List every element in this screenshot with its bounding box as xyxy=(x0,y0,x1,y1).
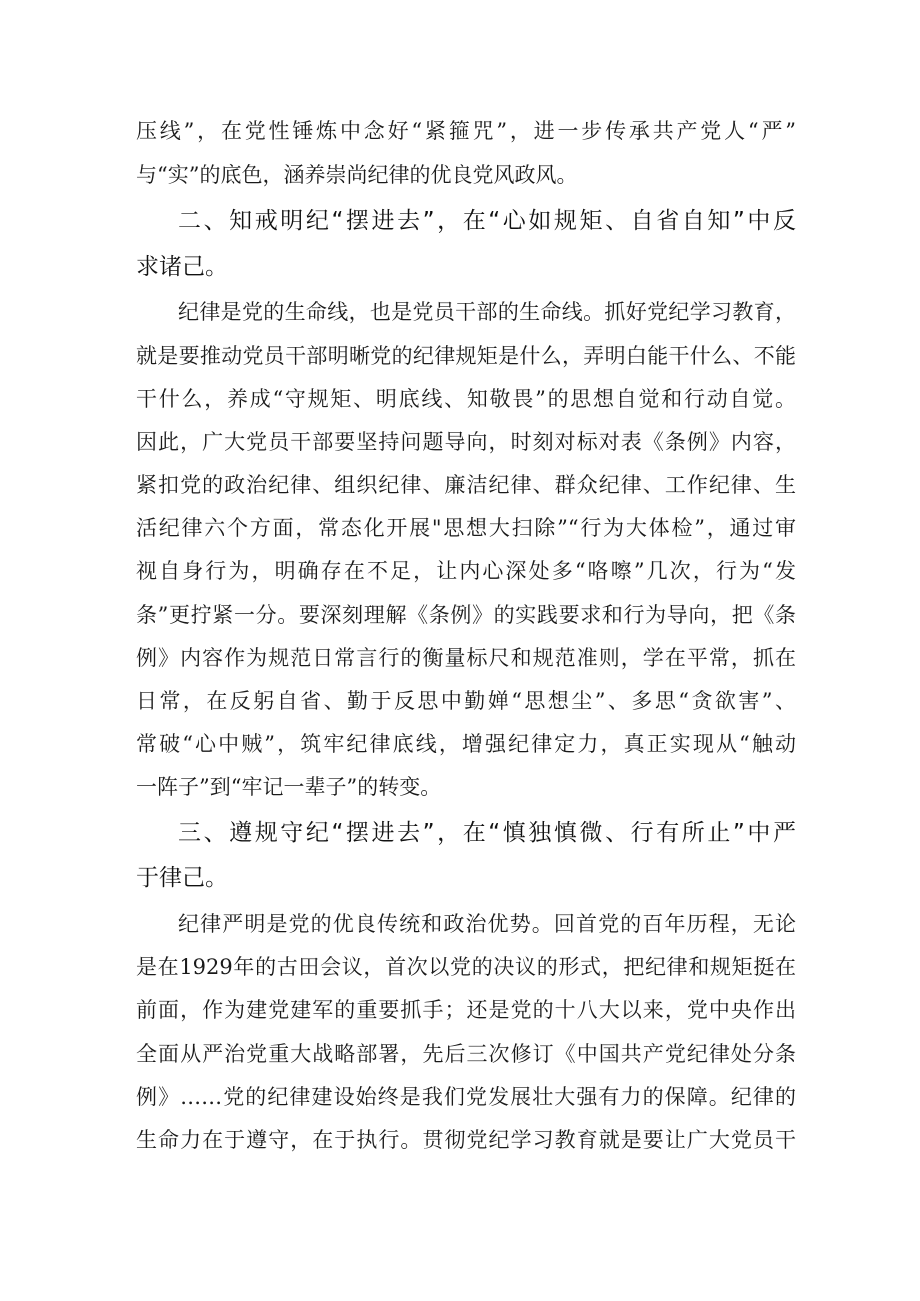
section3-para-line-6: 生命力在于遵守，在于执行。贯彻党纪学习教育就是要让广大党员干 xyxy=(136,1128,796,1152)
section3-para-line-5: 例》……党的纪律建设始终是我们党发展壮大强有力的保障。纪律的 xyxy=(136,1085,796,1109)
section2-heading-line-1: 二、知戒明纪“摆进去”，在“心如规矩、自省自知”中反 xyxy=(178,208,796,234)
section3-heading-line-2: 于律己。 xyxy=(136,865,228,891)
section2-para-line-9: 例》内容作为规范日常言行的衡量标尺和规范准则，学在平常，抓在 xyxy=(136,646,796,670)
section2-para-line-7: 视自身行为，明确存在不足，让内心深处多“咯嚓”几次，行为“发 xyxy=(136,559,796,583)
section2-para-line-2: 就是要推动党员干部明晰党的纪律规矩是什么，弄明白能干什么、不能 xyxy=(136,344,796,368)
section2-para-line-5: 紧扣党的政治纪律、组织纪律、廉洁纪律、群众纪律、工作纪律、生 xyxy=(136,473,796,497)
section2-heading-line-2: 求诸己。 xyxy=(136,254,228,280)
section3-para-line-3: 前面，作为建党建军的重要抓手；还是党的十八大以来，党中央作出 xyxy=(136,998,796,1022)
section2-para-line-6: 活纪律六个方面，常态化开展"思想大扫除”“行为大体检”，通过审 xyxy=(136,516,796,540)
section3-para-line-1: 纪律严明是党的优良传统和政治优势。回首党的百年历程，无论 xyxy=(178,912,796,936)
section2-para-line-11: 常破“心中贼”，筑牢纪律底线，增强纪律定力，真正实现从“触动 xyxy=(136,732,796,756)
section2-para-line-10: 日常，在反躬自省、勤于反思中勤婵“思想尘”、多思“贪欲害”、 xyxy=(136,689,796,713)
intro-line-2: 与“实”的底色，涵养崇尚纪律的优良党风政风。 xyxy=(136,163,578,187)
section3-para-line-2: 是在1929年的古田会议，首次以党的决议的形式，把纪律和规矩挺在 xyxy=(136,955,796,979)
section3-para-line-4: 全面从严治党重大战略部署，先后三次修订《中国共产党纪律处分条 xyxy=(136,1042,796,1066)
section3-heading-line-1: 三、遵规守纪“摆进去”，在“慎独慎微、行有所止”中严 xyxy=(178,820,796,846)
section2-para-line-12: 一阵子”到“牢记一辈子”的转变。 xyxy=(136,775,442,799)
section2-para-line-1: 纪律是党的生命线，也是党员干部的生命线。抓好党纪学习教育， xyxy=(178,300,796,324)
section2-para-line-8: 条”更拧紧一分。要深刻理解《条例》的实践要求和行为导向，把《条 xyxy=(136,603,796,627)
section2-para-line-3: 干什么，养成“守规矩、明底线、知敬畏”的思想自觉和行动自觉。 xyxy=(136,387,796,411)
intro-line-1: 压线”，在党性锤炼中念好“紧箍咒”，进一步传承共产党人“严” xyxy=(136,119,796,143)
section2-para-line-4: 因此，广大党员干部要坚持问题导向，时刻对标对表《条例》内容， xyxy=(136,430,796,454)
